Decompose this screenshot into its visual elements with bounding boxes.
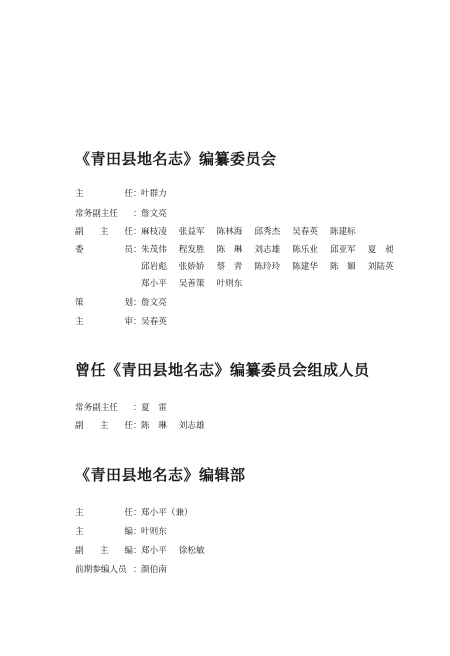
member-name: 蔡 青 bbox=[216, 262, 243, 272]
member-name: 陈 媚 bbox=[329, 262, 356, 272]
section-title-editorial-office: 《青田县地名志》编辑部 bbox=[75, 466, 246, 484]
member-name: 叶则东 bbox=[141, 527, 167, 537]
name-list bbox=[141, 208, 426, 220]
row-former-executive-vice-chair: 常务副主任 ： 夏 雷 bbox=[75, 402, 426, 414]
member-name: 颜伯南 bbox=[141, 565, 167, 575]
role-label: 副 主 任 bbox=[75, 227, 133, 237]
row-editorial-director: 主 任 ： 郑小平（兼） bbox=[75, 507, 426, 519]
member-name: 陈 琳 bbox=[141, 421, 167, 431]
role-label: 委 员 bbox=[75, 245, 133, 255]
row-planning: 策 划 ： 詹文亮 bbox=[75, 297, 426, 309]
member-name: 夏 雷 bbox=[141, 403, 167, 413]
member-name: 叶则东 bbox=[216, 279, 243, 289]
member-name: 刘志雄 bbox=[254, 245, 281, 255]
member-name: 詹文亮 bbox=[141, 209, 167, 219]
member-name: 陈 琳 bbox=[216, 245, 243, 255]
row-vice-chair: 副 主 任 ： 麻枝凌 张益军 陈林海 邱秀杰 吴春英 陈建标 bbox=[75, 226, 426, 238]
member-name: 陈建华 bbox=[292, 262, 318, 272]
name-list bbox=[141, 507, 426, 519]
role-label: 主 任 bbox=[75, 508, 133, 518]
member-name: 吴春英 bbox=[292, 227, 318, 237]
member-name: 徐松敏 bbox=[178, 546, 205, 556]
name-list bbox=[141, 244, 426, 256]
member-name: 朱茂伟 bbox=[141, 245, 167, 255]
name-list bbox=[141, 278, 426, 290]
name-list bbox=[141, 226, 426, 238]
row-former-vice-chair: 副 主 任 ： 陈 琳 刘志雄 bbox=[75, 420, 426, 432]
role-label: 常务副主任 bbox=[75, 403, 118, 413]
member-name: 吴善策 bbox=[178, 279, 205, 289]
member-name: 刘志雄 bbox=[178, 421, 205, 431]
row-members-cont-1 bbox=[141, 261, 426, 273]
row-deputy-chief-editor: 副 主 编 ： 郑小平 徐松敏 bbox=[75, 545, 426, 557]
member-name: 刘陆英 bbox=[367, 262, 394, 272]
member-name: 陈乐业 bbox=[292, 245, 318, 255]
name-list bbox=[141, 297, 426, 309]
name-list bbox=[141, 316, 426, 328]
member-name: 郑小平 bbox=[141, 546, 167, 556]
role-label: 策 划 bbox=[75, 298, 133, 308]
member-name: 叶群力 bbox=[141, 189, 167, 199]
role-label: 副 主 任 bbox=[75, 421, 133, 431]
name-list bbox=[141, 564, 426, 576]
name-list bbox=[141, 526, 426, 538]
role-label: 主 编 bbox=[75, 527, 133, 537]
section-title-former-members: 曾任《青田县地名志》编纂委员会组成人员 bbox=[75, 361, 370, 379]
name-list bbox=[141, 545, 426, 557]
member-name: 陈林海 bbox=[216, 227, 243, 237]
member-name: 陈玲玲 bbox=[254, 262, 281, 272]
name-list bbox=[141, 402, 426, 414]
member-name: 邱岩彪 bbox=[141, 262, 167, 272]
member-name: 夏 昶 bbox=[367, 245, 394, 255]
row-chief-reviewer: 主 审 ： 吴春英 bbox=[75, 316, 426, 328]
member-name: 郑小平 bbox=[141, 279, 167, 289]
member-name: 张益军 bbox=[178, 227, 205, 237]
member-name: 程发胜 bbox=[178, 245, 205, 255]
member-name: 吴春英 bbox=[141, 317, 167, 327]
row-members: 委 员 ： 朱茂伟 程发胜 陈 琳 刘志雄 陈乐业 邱亚军 夏 昶 bbox=[75, 244, 426, 256]
member-name: 麻枝凌 bbox=[141, 227, 167, 237]
name-list bbox=[141, 420, 426, 432]
name-list bbox=[141, 261, 426, 273]
role-label: 常务副主任 bbox=[75, 209, 118, 219]
member-name: 郑小平（兼） bbox=[141, 508, 193, 518]
role-label: 主 审 bbox=[75, 317, 133, 327]
role-label: 副 主 编 bbox=[75, 546, 133, 556]
name-list bbox=[141, 188, 426, 200]
role-label: 主 任 bbox=[75, 189, 133, 199]
row-chief-editor: 主 编 ： 叶则东 bbox=[75, 526, 426, 538]
row-early-contributors: 前期参编人员 ： 颜伯南 bbox=[75, 564, 426, 576]
row-chair: 主 任 ： 叶群力 bbox=[75, 188, 426, 200]
member-name: 邱亚军 bbox=[329, 245, 356, 255]
member-name: 陈建标 bbox=[329, 227, 356, 237]
row-executive-vice-chair: 常务副主任 ： 詹文亮 bbox=[75, 208, 426, 220]
member-name: 詹文亮 bbox=[141, 298, 167, 308]
member-name: 张娇娇 bbox=[178, 262, 205, 272]
member-name: 邱秀杰 bbox=[254, 227, 281, 237]
section-title-committee: 《青田县地名志》编纂委员会 bbox=[75, 150, 277, 168]
role-label: 前期参编人员 bbox=[75, 565, 127, 575]
row-members-cont-2 bbox=[141, 278, 426, 290]
